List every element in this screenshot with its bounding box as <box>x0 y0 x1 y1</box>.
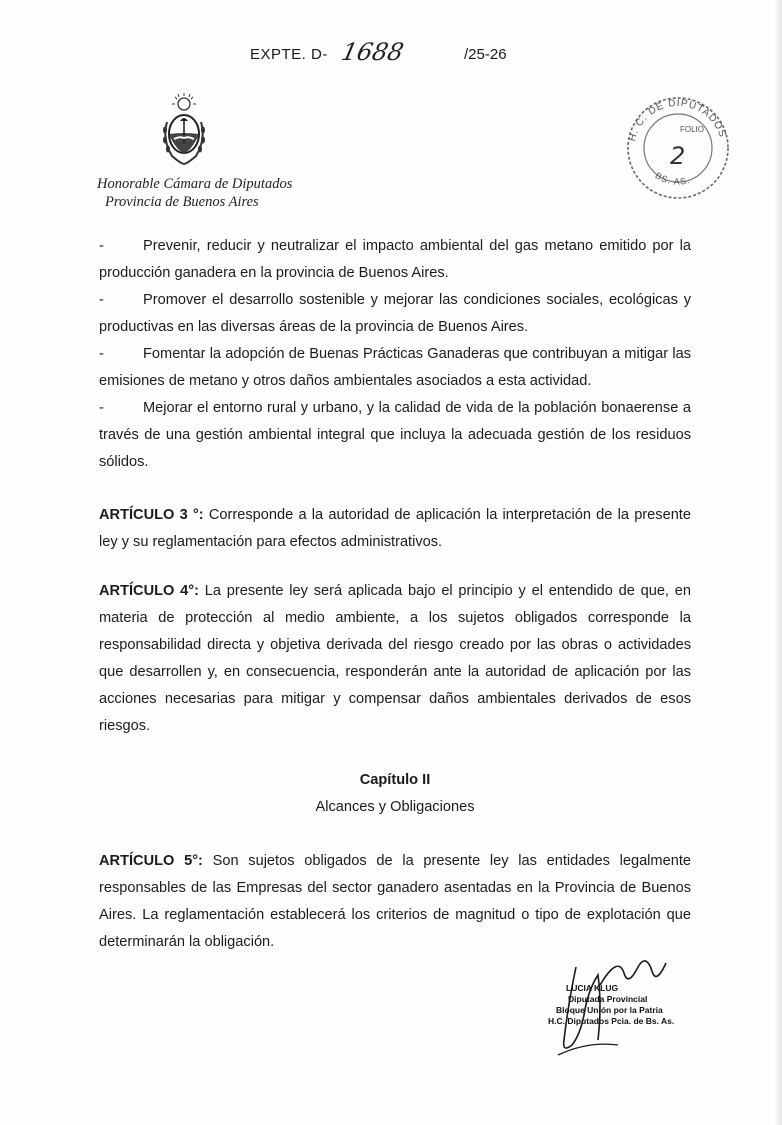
article-4-body: La presente ley será aplicada bajo el principio y el entendido de que, en materia de protección al medio ambiente, a los sujetos obligados corresponde la responsabilidad directa y objetiva derivada del riesgo creado por las obras o actividades que desarrollen y, en consecuencia, responderán ante la autoridad de aplicación por las acciones necesarias para mitigar y compensar daños ambientales derivados de esos riesgos. <box>99 583 691 734</box>
argentina-coat-of-arms-icon <box>160 92 208 168</box>
expediente-label: EXPTE. D- <box>250 46 328 63</box>
page-edge-shadow <box>774 0 782 1125</box>
signer-role: Diputada Provincial <box>568 994 648 1004</box>
expediente-year: /25-26 <box>464 46 507 63</box>
list-item: - Prevenir, reducir y neutralizar el impacto ambiental del gas metano emitido por la producción ganadera en la provincia de Buenos Aires. <box>99 238 691 281</box>
article-3 <box>99 502 691 556</box>
chapter-title: Capítulo II <box>359 772 431 788</box>
list-item: - Mejorar el entorno rural y urbano, y la calidad de vida de la población bonaerense a través de una gestión ambiental integral que incluya la adecuada gestión de los residuos sólidos. <box>99 400 691 470</box>
folio-stamp-icon <box>618 92 736 202</box>
list-item: - Fomentar la adopción de Buenas Prácticas Ganaderas que contribuyan a mitigar las emisiones de metano y otros daños ambientales asociados a esta actividad. <box>99 346 691 389</box>
institution-line-2: Provincia de Buenos Aires <box>105 194 259 210</box>
article-5-title: ARTÍCULO 5°: <box>99 853 203 869</box>
article-4 <box>99 578 691 740</box>
chapter-subtitle: Alcances y Obligaciones <box>315 799 475 815</box>
folio-number: 2 <box>670 142 686 170</box>
signature-block <box>548 983 674 1027</box>
signer-bloc: Bloque Unión por la Patria <box>556 1005 663 1015</box>
article-5-body: Son sujetos obligados de la presente ley las entidades legalmente responsables de las Empresas del sector ganadero asentadas en la Provincia de Buenos Aires. La reglamentación establecerá los criterios de magnitud o tipo de explotación que determinarán la obligación. <box>99 853 691 950</box>
svg-text:BS. AS.: BS. AS. <box>653 170 692 187</box>
chapter-heading <box>99 767 691 821</box>
folio-label: FOLIO <box>680 125 705 134</box>
article-4-title: ARTÍCULO 4°: <box>99 583 199 599</box>
article-3-body: Corresponde a la autoridad de aplicación la interpretación de la presente ley y su reglamentación para efectos administrativos. <box>99 507 691 550</box>
list-item: - Promover el desarrollo sostenible y mejorar las condiciones sociales, ecológicas y productivas en las diversas áreas de la provincia de Buenos Aires. <box>99 292 691 335</box>
expediente-number-handwritten: 1688 <box>339 38 407 66</box>
signer-chamber: H.C. Diputados Pcia. de Bs. As. <box>548 1016 675 1026</box>
institution-name <box>97 175 292 211</box>
svg-text:H. C. DE DIPUTADOS: H. C. DE DIPUTADOS <box>626 97 729 143</box>
objectives-list <box>99 233 691 476</box>
institution-line-1: Honorable Cámara de Diputados <box>97 176 293 192</box>
article-5 <box>99 848 691 956</box>
signer-name: LUCIA KLUG <box>566 983 619 993</box>
article-3-title: ARTÍCULO 3 °: <box>99 507 204 523</box>
